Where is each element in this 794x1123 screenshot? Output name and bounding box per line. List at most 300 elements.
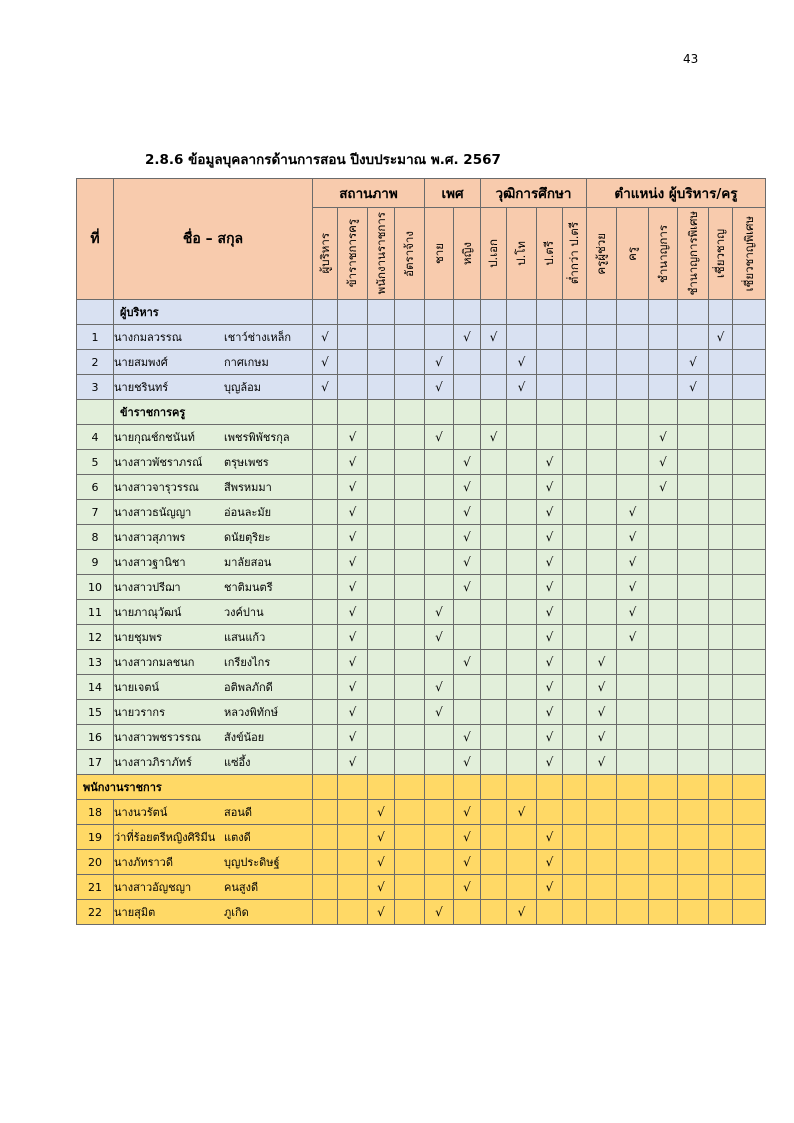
table-row [77,525,766,550]
empty-cell [733,525,766,550]
header-group-education: วุฒิการศึกษา [481,179,587,208]
column-header-label: ป.ตรี [542,241,557,266]
check-mark: √ [617,550,649,575]
first-name: นางสาวกมลชนก [114,656,195,669]
empty-cell [481,500,507,525]
empty-cell [649,875,678,900]
check-mark: √ [338,625,368,650]
first-name: นายสุมิต [114,906,156,919]
empty-cell [537,350,563,375]
row-number: 17 [77,750,114,775]
empty-cell [313,500,338,525]
empty-cell [507,575,537,600]
check-mark: √ [338,600,368,625]
check-mark: √ [338,675,368,700]
empty-cell [338,775,368,800]
empty-cell [368,425,395,450]
check-mark: √ [678,375,709,400]
empty-cell [454,600,481,625]
table-row [77,500,766,525]
column-header-label: เชี่ยวชาญพิเศษ [741,215,756,292]
empty-cell [563,850,587,875]
empty-cell [617,900,649,925]
person-name [114,375,313,400]
empty-cell [733,375,766,400]
empty-cell [617,825,649,850]
empty-cell [537,375,563,400]
check-mark: √ [481,425,507,450]
empty-cell [733,750,766,775]
empty-cell [617,375,649,400]
empty-cell [395,625,425,650]
empty-cell [617,875,649,900]
column-header [481,208,507,300]
empty-cell [678,400,709,425]
empty-cell [537,900,563,925]
person-name [114,625,313,650]
empty-cell [709,425,733,450]
staff-table [76,178,766,925]
empty-cell [313,775,338,800]
empty-cell [481,775,507,800]
check-mark: √ [368,850,395,875]
empty-cell [507,450,537,475]
empty-cell [507,550,537,575]
empty-cell [733,500,766,525]
row-number: 20 [77,850,114,875]
empty-cell [425,325,454,350]
first-name: นางภัทราวดี [114,856,173,869]
check-mark: √ [507,350,537,375]
header-group-position: ตำแหน่ง ผู้บริหาร/ครู [587,179,766,208]
first-name: นายเจตน์ [114,681,160,694]
empty-cell [481,800,507,825]
check-mark: √ [678,350,709,375]
first-name: นายชรินทร์ [114,381,169,394]
empty-cell [678,500,709,525]
first-name: นางสาวสุภาพร [114,531,186,544]
empty-cell [313,300,338,325]
empty-cell [678,525,709,550]
empty-cell [617,850,649,875]
empty-cell [678,450,709,475]
check-mark: √ [338,700,368,725]
empty-cell [338,375,368,400]
check-mark: √ [454,525,481,550]
empty-cell [537,400,563,425]
empty-cell [733,600,766,625]
empty-cell [733,325,766,350]
empty-cell [563,800,587,825]
row-number: 16 [77,725,114,750]
empty-cell [617,750,649,775]
column-header [709,208,733,300]
empty-cell [678,600,709,625]
check-mark: √ [537,650,563,675]
empty-cell [617,725,649,750]
table-row [77,675,766,700]
check-mark: √ [338,575,368,600]
empty-cell [313,700,338,725]
column-header-label: ต่ำกว่า ป.ตรี [567,222,582,285]
check-mark: √ [338,450,368,475]
empty-cell [507,600,537,625]
empty-cell [507,675,537,700]
empty-cell [454,400,481,425]
first-name: นางสาวจารุวรรณ [114,481,199,494]
empty-cell [368,600,395,625]
empty-cell [481,850,507,875]
empty-cell [507,300,537,325]
check-mark: √ [537,700,563,725]
empty-cell [395,675,425,700]
check-mark: √ [454,550,481,575]
check-mark: √ [338,475,368,500]
empty-cell [617,400,649,425]
column-header [313,208,338,300]
check-mark: √ [649,450,678,475]
empty-cell [537,800,563,825]
last-name: เชาว์ช่างเหล็ก [224,331,292,344]
empty-cell [709,750,733,775]
empty-cell [587,425,617,450]
empty-cell [709,675,733,700]
empty-cell [507,825,537,850]
check-mark: √ [537,875,563,900]
empty-cell [395,725,425,750]
section-no-cell [77,400,114,425]
empty-cell [425,650,454,675]
empty-cell [649,900,678,925]
check-mark: √ [368,900,395,925]
check-mark: √ [649,475,678,500]
check-mark: √ [617,625,649,650]
empty-cell [733,700,766,725]
empty-cell [507,475,537,500]
last-name: บุญประดิษฐ์ [224,856,280,869]
empty-cell [338,900,368,925]
empty-cell [425,875,454,900]
empty-cell [678,300,709,325]
empty-cell [649,775,678,800]
empty-cell [587,450,617,475]
column-header-label: หญิง [459,242,474,265]
empty-cell [368,525,395,550]
empty-cell [649,525,678,550]
check-mark: √ [587,750,617,775]
empty-cell [563,375,587,400]
check-mark: √ [617,575,649,600]
empty-cell [678,575,709,600]
empty-cell [313,650,338,675]
empty-cell [709,725,733,750]
first-name: ว่าที่ร้อยตรีหญิงศิริมีน [114,831,216,844]
empty-cell [481,525,507,550]
row-number: 6 [77,475,114,500]
person-name [114,850,313,875]
empty-cell [313,900,338,925]
empty-cell [313,800,338,825]
empty-cell [481,600,507,625]
empty-cell [507,425,537,450]
last-name: คนสูงดี [224,881,259,894]
check-mark: √ [425,375,454,400]
check-mark: √ [454,575,481,600]
empty-cell [563,525,587,550]
check-mark: √ [338,525,368,550]
section-row [77,400,766,425]
table-row [77,475,766,500]
column-header-label: พนักงานราชการ [373,212,388,295]
empty-cell [587,500,617,525]
empty-cell [481,625,507,650]
check-mark: √ [313,375,338,400]
empty-cell [395,450,425,475]
empty-cell [733,625,766,650]
empty-cell [709,650,733,675]
check-mark: √ [537,825,563,850]
first-name: นายวรากร [114,706,165,719]
empty-cell [617,650,649,675]
empty-cell [733,550,766,575]
empty-cell [617,350,649,375]
empty-cell [563,700,587,725]
empty-cell [733,425,766,450]
empty-cell [537,300,563,325]
empty-cell [395,550,425,575]
empty-cell [338,875,368,900]
empty-cell [368,675,395,700]
check-mark: √ [617,600,649,625]
empty-cell [395,325,425,350]
check-mark: √ [454,875,481,900]
empty-cell [454,675,481,700]
section-no-cell [77,300,114,325]
empty-cell [313,550,338,575]
check-mark: √ [425,600,454,625]
first-name: นางสาวอัญชญา [114,881,192,894]
empty-cell [425,750,454,775]
table-row [77,825,766,850]
empty-cell [709,625,733,650]
empty-cell [368,300,395,325]
empty-cell [481,675,507,700]
person-name [114,450,313,475]
column-header [617,208,649,300]
table-row [77,725,766,750]
last-name: กาศเกษม [224,356,269,369]
last-name: สีพรหมมา [224,481,272,494]
empty-cell [649,325,678,350]
row-number: 21 [77,875,114,900]
empty-cell [507,700,537,725]
check-mark: √ [537,450,563,475]
empty-cell [507,775,537,800]
person-name [114,825,313,850]
empty-cell [368,550,395,575]
empty-cell [425,475,454,500]
check-mark: √ [368,800,395,825]
empty-cell [395,375,425,400]
row-number: 8 [77,525,114,550]
empty-cell [709,850,733,875]
column-header-label: เชี่ยวชาญ [713,229,728,278]
empty-cell [563,500,587,525]
empty-cell [338,400,368,425]
empty-cell [481,450,507,475]
empty-cell [395,525,425,550]
empty-cell [425,500,454,525]
row-number: 9 [77,550,114,575]
empty-cell [395,600,425,625]
column-header [425,208,454,300]
empty-cell [481,750,507,775]
empty-cell [425,775,454,800]
first-name: นางสาวปรีฌา [114,581,181,594]
page-number: 43 [683,52,699,66]
check-mark: √ [454,825,481,850]
empty-cell [587,775,617,800]
column-header-label: ครู [625,246,640,261]
empty-cell [587,625,617,650]
column-header [563,208,587,300]
person-name [114,550,313,575]
first-name: นายกุณช์กชนันท์ [114,431,195,444]
empty-cell [313,425,338,450]
empty-cell [563,550,587,575]
empty-cell [425,725,454,750]
empty-cell [368,450,395,475]
empty-cell [454,775,481,800]
first-name: นางนวรัตน์ [114,806,168,819]
empty-cell [587,525,617,550]
check-mark: √ [537,500,563,525]
empty-cell [678,650,709,675]
row-number: 18 [77,800,114,825]
empty-cell [425,450,454,475]
empty-cell [563,300,587,325]
empty-cell [313,850,338,875]
column-header-label: ป.โท [514,241,529,266]
empty-cell [678,850,709,875]
empty-cell [563,825,587,850]
empty-cell [563,450,587,475]
table-row [77,450,766,475]
empty-cell [733,800,766,825]
empty-cell [733,300,766,325]
empty-cell [649,800,678,825]
empty-cell [368,750,395,775]
empty-cell [587,875,617,900]
check-mark: √ [425,900,454,925]
empty-cell [709,450,733,475]
empty-cell [709,475,733,500]
empty-cell [733,725,766,750]
check-mark: √ [454,725,481,750]
empty-cell [313,875,338,900]
empty-cell [733,850,766,875]
empty-cell [649,550,678,575]
empty-cell [649,600,678,625]
section-row [77,775,766,800]
empty-cell [395,900,425,925]
empty-cell [678,900,709,925]
empty-cell [313,600,338,625]
table-row [77,850,766,875]
check-mark: √ [454,750,481,775]
empty-cell [338,825,368,850]
empty-cell [481,475,507,500]
table-row [77,800,766,825]
empty-cell [563,575,587,600]
empty-cell [709,775,733,800]
empty-cell [368,650,395,675]
last-name: สังข์น้อย [224,731,265,744]
header-name: ชื่อ – สกุล [114,179,313,300]
table-row [77,550,766,575]
check-mark: √ [454,850,481,875]
column-header [368,208,395,300]
check-mark: √ [313,350,338,375]
check-mark: √ [507,375,537,400]
empty-cell [617,475,649,500]
empty-cell [649,375,678,400]
empty-cell [338,800,368,825]
empty-cell [733,350,766,375]
column-header-label: อัตราจ้าง [402,230,417,277]
check-mark: √ [454,450,481,475]
empty-cell [587,400,617,425]
empty-cell [733,825,766,850]
first-name: นางกมลวรรณ [114,331,182,344]
empty-cell [678,775,709,800]
empty-cell [733,875,766,900]
empty-cell [454,300,481,325]
empty-cell [338,850,368,875]
empty-cell [313,825,338,850]
empty-cell [481,650,507,675]
empty-cell [507,625,537,650]
empty-cell [395,425,425,450]
row-number: 10 [77,575,114,600]
first-name: นางสาวพชรวรรณ [114,731,201,744]
empty-cell [368,475,395,500]
check-mark: √ [537,550,563,575]
empty-cell [481,375,507,400]
empty-cell [481,825,507,850]
column-header [649,208,678,300]
person-name [114,800,313,825]
empty-cell [395,875,425,900]
empty-cell [678,700,709,725]
empty-cell [395,500,425,525]
empty-cell [454,425,481,450]
column-header [338,208,368,300]
empty-cell [425,575,454,600]
empty-cell [678,675,709,700]
empty-cell [709,300,733,325]
empty-cell [368,725,395,750]
empty-cell [313,400,338,425]
table-row [77,750,766,775]
empty-cell [425,850,454,875]
column-header-label: ชาย [431,242,446,264]
row-number: 15 [77,700,114,725]
empty-cell [678,825,709,850]
empty-cell [368,375,395,400]
person-name [114,575,313,600]
empty-cell [617,675,649,700]
